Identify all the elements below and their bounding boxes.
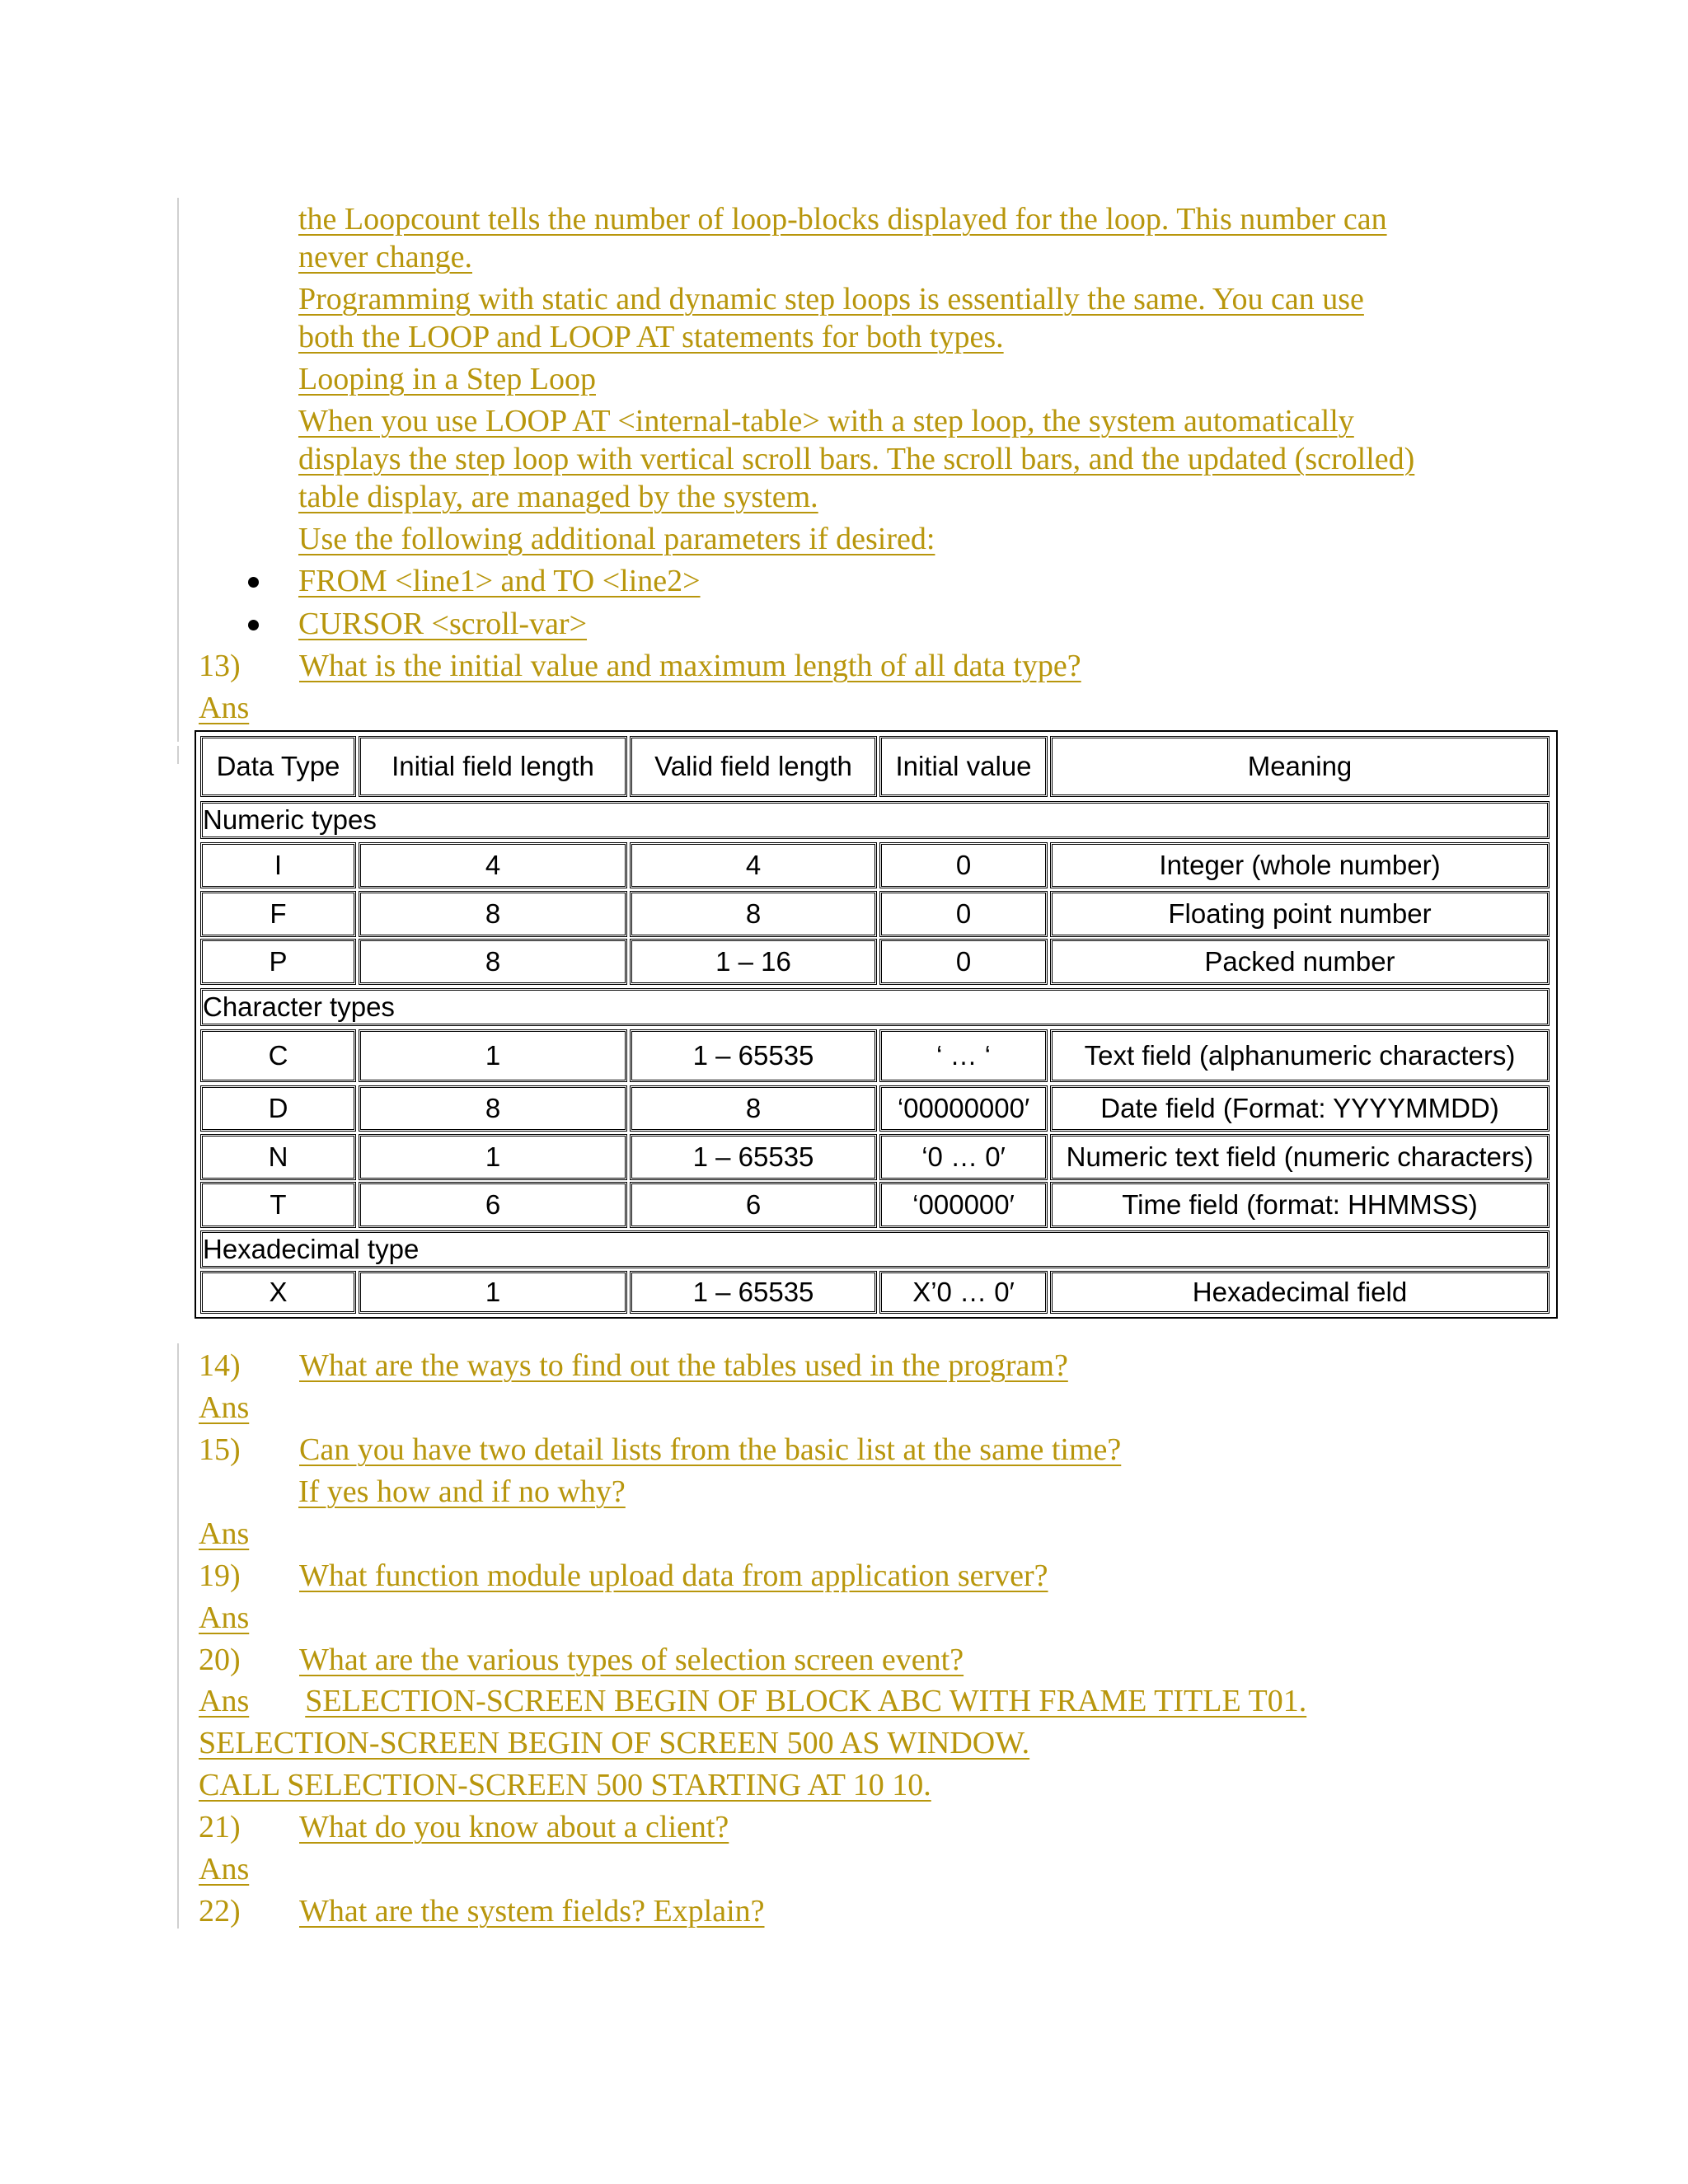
table-cell: X — [200, 1271, 356, 1314]
answer-label: Ans — [199, 1684, 250, 1718]
intro-line[interactable]: never change. — [298, 240, 472, 274]
intro-line[interactable]: the Loopcount tells the number of loop-blocks displayed for the loop. This number can — [298, 202, 1387, 237]
answer-20-line[interactable] — [199, 1682, 1306, 1720]
table-cell: P — [200, 939, 356, 985]
table-section-title: Character types — [200, 988, 1550, 1026]
table-cell: T — [200, 1182, 356, 1228]
table-cell: X’0 … 0′ — [879, 1271, 1048, 1314]
table-cell: Packed number — [1050, 939, 1550, 985]
table-header-cell: Initial field length — [359, 736, 627, 797]
table-cell: 8 — [359, 891, 627, 937]
intro-line[interactable]: When you use LOOP AT <internal-table> with a step loop, the system automatically — [298, 404, 1354, 438]
table-cell: 1 – 16 — [630, 939, 877, 985]
question-number: 22) — [199, 1894, 241, 1929]
table-cell: 1 – 65535 — [630, 1029, 877, 1082]
table-cell: 1 — [359, 1134, 627, 1180]
table-cell: F — [200, 891, 356, 937]
question-text: What are the various types of selection screen event? — [299, 1643, 964, 1677]
intro-heading-looping[interactable]: Looping in a Step Loop — [298, 362, 596, 396]
table-cell: Time field (format: HHMMSS) — [1050, 1182, 1550, 1228]
answer-20-line[interactable]: CALL SELECTION-SCREEN 500 STARTING AT 10 10. — [199, 1768, 931, 1802]
question-number: 15) — [199, 1432, 241, 1467]
table-cell: 1 – 65535 — [630, 1271, 877, 1314]
table-cell: N — [200, 1134, 356, 1180]
change-bar — [177, 198, 179, 742]
question-text: What function module upload data from application server? — [299, 1558, 1048, 1593]
table-cell: 0 — [879, 842, 1048, 888]
answer-label[interactable]: Ans — [199, 1516, 250, 1551]
table-cell: Floating point number — [1050, 891, 1550, 937]
intro-line[interactable]: Use the following additional parameters if desired: — [298, 522, 935, 556]
table-cell: 6 — [630, 1182, 877, 1228]
table-cell: Hexadecimal field — [1050, 1271, 1550, 1314]
question-20[interactable] — [199, 1641, 964, 1679]
question-number: 19) — [199, 1558, 241, 1593]
table-cell: C — [200, 1029, 356, 1082]
question-text: What are the ways to find out the tables used in the program? — [299, 1348, 1068, 1383]
table-cell: Numeric text field (numeric characters) — [1050, 1134, 1550, 1180]
question-text: What are the system fields? Explain? — [299, 1894, 765, 1929]
bullet-dot — [248, 577, 259, 588]
bullet-dot — [248, 620, 259, 630]
table-cell: 8 — [359, 939, 627, 985]
intro-line[interactable]: Programming with static and dynamic step loops is essentially the same. You can use — [298, 282, 1364, 316]
bullet-item-cursor[interactable]: CURSOR <scroll-var> — [298, 607, 588, 641]
question-13[interactable] — [199, 647, 1081, 685]
table-cell: 0 — [879, 939, 1048, 985]
question-number: 20) — [199, 1643, 241, 1677]
answer-text: SELECTION-SCREEN BEGIN OF BLOCK ABC WITH FRAME TITLE T01. — [305, 1684, 1307, 1718]
table-cell: 1 — [359, 1029, 627, 1082]
table-cell: 4 — [359, 842, 627, 888]
table-cell: ‘00000000′ — [879, 1085, 1048, 1132]
question-15-continuation[interactable]: If yes how and if no why? — [298, 1474, 626, 1509]
question-14[interactable] — [199, 1347, 1068, 1385]
table-header-cell: Data Type — [200, 736, 356, 797]
table-section-title: Numeric types — [200, 801, 1550, 839]
question-number: 21) — [199, 1810, 241, 1844]
table-cell: D — [200, 1085, 356, 1132]
answer-20-line[interactable]: SELECTION-SCREEN BEGIN OF SCREEN 500 AS WINDOW. — [199, 1726, 1030, 1760]
question-text: What is the initial value and maximum length of all data type? — [299, 649, 1081, 683]
table-cell: 8 — [359, 1085, 627, 1132]
table-cell: 8 — [630, 1085, 877, 1132]
table-cell: 1 — [359, 1271, 627, 1314]
table-cell: I — [200, 842, 356, 888]
answer-label[interactable]: Ans — [199, 1852, 250, 1886]
table-cell: Text field (alphanumeric characters) — [1050, 1029, 1550, 1082]
intro-line[interactable]: table display, are managed by the system. — [298, 480, 818, 514]
intro-line[interactable]: both the LOOP and LOOP AT statements for both types. — [298, 320, 1004, 354]
table-header-cell: Valid field length — [630, 736, 877, 797]
change-bar — [177, 1343, 179, 1929]
question-text: What do you know about a client? — [299, 1810, 729, 1844]
table-cell: 4 — [630, 842, 877, 888]
change-bar — [177, 746, 179, 764]
table-header-cell: Initial value — [879, 736, 1048, 797]
answer-label[interactable]: Ans — [199, 1601, 250, 1635]
table-cell: 1 – 65535 — [630, 1134, 877, 1180]
table-cell: ‘ … ‘ — [879, 1029, 1048, 1082]
bullet-item-from-to[interactable]: FROM <line1> and TO <line2> — [298, 564, 701, 598]
table-cell: ‘000000′ — [879, 1182, 1048, 1228]
table-section-title: Hexadecimal type — [200, 1230, 1550, 1268]
table-cell: 0 — [879, 891, 1048, 937]
table-cell: 6 — [359, 1182, 627, 1228]
question-19[interactable] — [199, 1557, 1048, 1595]
table-cell: Integer (whole number) — [1050, 842, 1550, 888]
question-number: 13) — [199, 649, 241, 683]
question-22[interactable] — [199, 1892, 765, 1930]
table-cell: Date field (Format: YYYYMMDD) — [1050, 1085, 1550, 1132]
question-15[interactable] — [199, 1431, 1121, 1469]
question-21[interactable] — [199, 1808, 729, 1846]
table-cell: 8 — [630, 891, 877, 937]
data-types-table — [195, 730, 1558, 1319]
answer-label[interactable]: Ans — [199, 1390, 250, 1425]
table-header-cell: Meaning — [1050, 736, 1550, 797]
question-text: Can you have two detail lists from the basic list at the same time? — [299, 1432, 1122, 1467]
intro-line[interactable]: displays the step loop with vertical scroll bars. The scroll bars, and the updated (scrolled) — [298, 442, 1415, 476]
question-number: 14) — [199, 1348, 241, 1383]
answer-label[interactable]: Ans — [199, 691, 250, 725]
table-cell: ‘0 … 0′ — [879, 1134, 1048, 1180]
